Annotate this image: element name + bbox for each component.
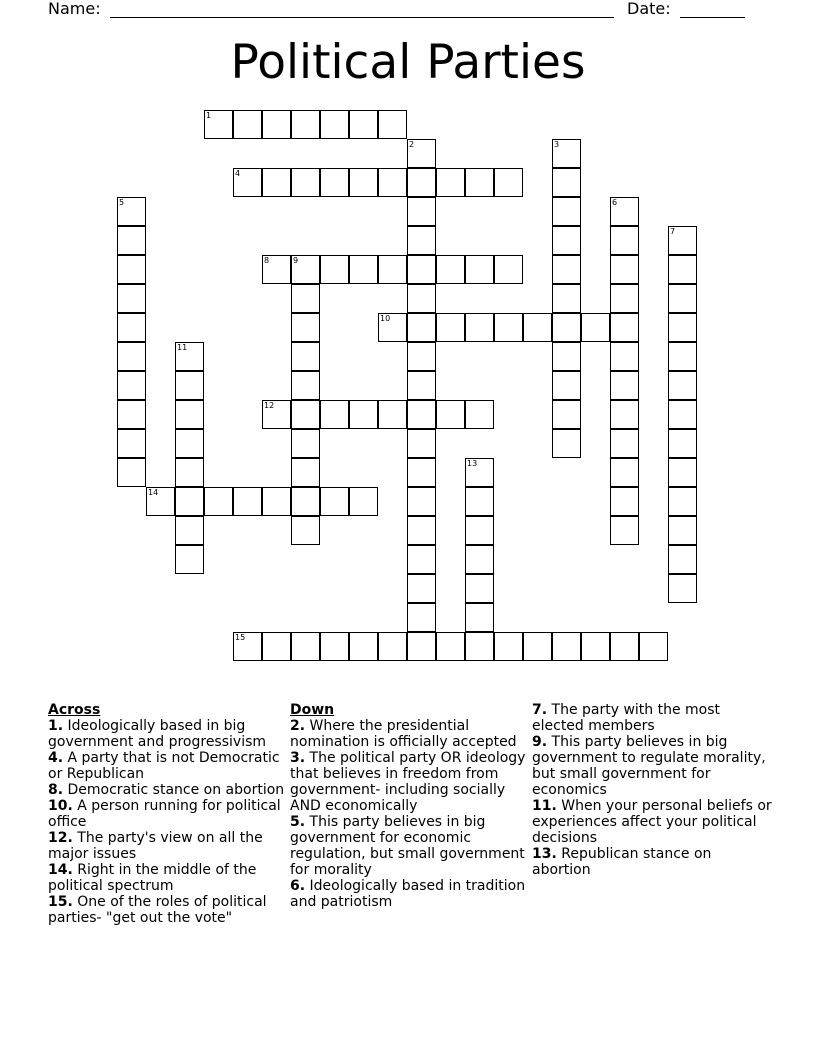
- clue-item-number: 4.: [48, 750, 64, 766]
- clue-item-number: 5.: [290, 814, 306, 830]
- grid-cell[interactable]: [175, 516, 204, 545]
- down-clue-list: [290, 718, 530, 910]
- grid-cell[interactable]: [407, 197, 436, 226]
- clue-item-text: This party believes in big government for economic regulation, but small government for morality: [290, 814, 525, 878]
- clue-item-text: The party with the most elected members: [532, 702, 721, 734]
- grid-cell[interactable]: [117, 255, 146, 284]
- clue-item-number: 6.: [290, 878, 306, 894]
- grid-cell[interactable]: [465, 400, 494, 429]
- clue-item: [48, 830, 288, 862]
- grid-cell[interactable]: [262, 400, 291, 429]
- grid-cell[interactable]: [407, 400, 436, 429]
- clue-item-text: One of the roles of political parties- "get out the vote": [48, 894, 267, 926]
- clue-number: 1: [206, 111, 212, 120]
- grid-cell[interactable]: [320, 487, 349, 516]
- grid-cell[interactable]: [407, 255, 436, 284]
- grid-cell[interactable]: [407, 516, 436, 545]
- grid-cell[interactable]: [523, 632, 552, 661]
- grid-cell[interactable]: [320, 168, 349, 197]
- clue-number: 3: [554, 140, 560, 149]
- clue-number: 5: [119, 198, 125, 207]
- grid-cell[interactable]: [610, 400, 639, 429]
- clue-item-number: 14.: [48, 862, 73, 878]
- clue-number: 10: [380, 314, 391, 323]
- across-heading: Across: [48, 702, 101, 718]
- down-clue-list-continued: [532, 702, 772, 878]
- grid-cell[interactable]: [668, 516, 697, 545]
- grid-cell[interactable]: [291, 313, 320, 342]
- clue-item: [290, 718, 530, 750]
- grid-cell[interactable]: [668, 487, 697, 516]
- clue-item: [48, 718, 288, 750]
- grid-cell[interactable]: [552, 284, 581, 313]
- clue-item-text: This party believes in big government to regulate morality, but small government for economics: [532, 734, 766, 798]
- clue-item: [48, 798, 288, 830]
- grid-cell[interactable]: [407, 168, 436, 197]
- clue-number: 2: [409, 140, 415, 149]
- clue-number: 7: [670, 227, 676, 236]
- clue-item-number: 7.: [532, 702, 548, 718]
- clue-item: [48, 782, 288, 798]
- clue-number: 9: [293, 256, 299, 265]
- grid-cell[interactable]: [349, 255, 378, 284]
- grid-cell[interactable]: [668, 313, 697, 342]
- grid-cell[interactable]: [523, 313, 552, 342]
- clue-number: 4: [235, 169, 241, 178]
- grid-cell[interactable]: [291, 168, 320, 197]
- clue-item-text: The political party OR ideology that believes in freedom from government- including socially AND economically: [290, 750, 526, 814]
- grid-cell[interactable]: [407, 603, 436, 632]
- clue-item-number: 1.: [48, 718, 64, 734]
- grid-cell[interactable]: [465, 255, 494, 284]
- clue-item: [290, 750, 530, 814]
- grid-cell[interactable]: [436, 632, 465, 661]
- grid-cell[interactable]: [291, 429, 320, 458]
- grid-cell[interactable]: [175, 342, 204, 371]
- grid-cell[interactable]: [494, 632, 523, 661]
- clue-item-number: 12.: [48, 830, 73, 846]
- grid-cell[interactable]: [407, 226, 436, 255]
- clue-item-number: 9.: [532, 734, 548, 750]
- grid-cell[interactable]: [117, 400, 146, 429]
- grid-cell[interactable]: [610, 458, 639, 487]
- clue-number: 15: [235, 633, 246, 642]
- grid-cell[interactable]: [291, 342, 320, 371]
- grid-cell[interactable]: [291, 400, 320, 429]
- grid-cell[interactable]: [552, 168, 581, 197]
- grid-cell[interactable]: [349, 400, 378, 429]
- grid-cell[interactable]: [117, 371, 146, 400]
- grid-cell[interactable]: [233, 632, 262, 661]
- grid-cell[interactable]: [581, 632, 610, 661]
- grid-cell[interactable]: [175, 545, 204, 574]
- grid-cell[interactable]: [610, 313, 639, 342]
- grid-cell[interactable]: [610, 284, 639, 313]
- grid-cell[interactable]: [494, 168, 523, 197]
- grid-cell[interactable]: [407, 342, 436, 371]
- grid-cell[interactable]: [407, 574, 436, 603]
- grid-cell[interactable]: [552, 139, 581, 168]
- grid-cell[interactable]: [436, 400, 465, 429]
- grid-cell[interactable]: [465, 574, 494, 603]
- clue-item: [532, 734, 772, 798]
- grid-cell[interactable]: [349, 110, 378, 139]
- clue-item-text: Right in the middle of the political spectrum: [48, 862, 257, 894]
- grid-cell[interactable]: [552, 371, 581, 400]
- grid-cell[interactable]: [581, 313, 610, 342]
- grid-cell[interactable]: [552, 226, 581, 255]
- clue-item-text: Where the presidential nomination is officially accepted: [290, 718, 517, 750]
- clue-item: [532, 702, 772, 734]
- grid-cell[interactable]: [610, 226, 639, 255]
- grid-cell[interactable]: [175, 371, 204, 400]
- clue-number: 14: [148, 488, 159, 497]
- grid-cell[interactable]: [610, 197, 639, 226]
- grid-cell[interactable]: [262, 255, 291, 284]
- grid-cell[interactable]: [639, 632, 668, 661]
- clue-item-text: Ideologically based in big government and progressivism: [48, 718, 267, 750]
- grid-cell[interactable]: [262, 110, 291, 139]
- grid-cell[interactable]: [291, 371, 320, 400]
- page-title: Political Parties: [230, 35, 586, 90]
- grid-cell[interactable]: [610, 632, 639, 661]
- clue-item-text: A party that is not Democratic or Republican: [48, 750, 280, 782]
- clue-item-text: A person running for political office: [48, 798, 281, 830]
- grid-cell[interactable]: [378, 255, 407, 284]
- grid-cell[interactable]: [668, 284, 697, 313]
- grid-cell[interactable]: [378, 168, 407, 197]
- grid-cell[interactable]: [407, 371, 436, 400]
- clue-item-number: 2.: [290, 718, 306, 734]
- grid-cell[interactable]: [117, 313, 146, 342]
- grid-cell[interactable]: [407, 429, 436, 458]
- grid-cell[interactable]: [291, 284, 320, 313]
- across-clue-list: [48, 718, 288, 926]
- grid-cell[interactable]: [552, 342, 581, 371]
- clue-item: [48, 750, 288, 782]
- grid-cell[interactable]: [552, 400, 581, 429]
- grid-cell[interactable]: [407, 284, 436, 313]
- clue-item: [532, 798, 772, 846]
- name-label: Name:: [48, 0, 101, 18]
- grid-cell[interactable]: [378, 400, 407, 429]
- grid-cell[interactable]: [175, 458, 204, 487]
- grid-cell[interactable]: [610, 342, 639, 371]
- clue-number: 11: [177, 343, 188, 352]
- clue-item: [48, 894, 288, 926]
- clue-number: 12: [264, 401, 275, 410]
- clue-item: [290, 878, 530, 910]
- grid-cell[interactable]: [465, 516, 494, 545]
- grid-cell[interactable]: [291, 255, 320, 284]
- grid-cell[interactable]: [668, 429, 697, 458]
- clue-item-number: 8.: [48, 782, 64, 798]
- grid-cell[interactable]: [175, 400, 204, 429]
- grid-cell[interactable]: [494, 313, 523, 342]
- grid-cell[interactable]: [320, 400, 349, 429]
- grid-cell[interactable]: [610, 429, 639, 458]
- grid-cell[interactable]: [349, 632, 378, 661]
- grid-cell[interactable]: [436, 168, 465, 197]
- grid-cell[interactable]: [407, 458, 436, 487]
- grid-cell[interactable]: [552, 429, 581, 458]
- clue-item-number: 3.: [290, 750, 306, 766]
- clue-item-number: 11.: [532, 798, 557, 814]
- grid-cell[interactable]: [233, 110, 262, 139]
- grid-cell[interactable]: [465, 603, 494, 632]
- grid-cell[interactable]: [610, 487, 639, 516]
- grid-cell[interactable]: [204, 110, 233, 139]
- clue-item-number: 13.: [532, 846, 557, 862]
- grid-cell[interactable]: [291, 487, 320, 516]
- grid-cell[interactable]: [436, 255, 465, 284]
- down-heading: Down: [290, 702, 335, 718]
- grid-cell[interactable]: [291, 458, 320, 487]
- grid-cell[interactable]: [291, 110, 320, 139]
- grid-cell[interactable]: [320, 110, 349, 139]
- grid-cell[interactable]: [610, 255, 639, 284]
- grid-cell[interactable]: [320, 255, 349, 284]
- clue-item-text: Ideologically based in tradition and patriotism: [290, 878, 526, 910]
- grid-cell[interactable]: [117, 342, 146, 371]
- grid-cell[interactable]: [407, 139, 436, 168]
- grid-cell[interactable]: [349, 168, 378, 197]
- grid-cell[interactable]: [378, 632, 407, 661]
- grid-cell[interactable]: [117, 458, 146, 487]
- date-label: Date:: [627, 0, 671, 18]
- clue-item-text: The party's view on all the major issues: [48, 830, 263, 862]
- grid-cell[interactable]: [262, 632, 291, 661]
- grid-cell[interactable]: [465, 313, 494, 342]
- clue-item-number: 15.: [48, 894, 73, 910]
- grid-cell[interactable]: [552, 632, 581, 661]
- down-clues-column-1: [290, 702, 530, 910]
- clue-item: [48, 862, 288, 894]
- clue-number: 13: [467, 459, 478, 468]
- grid-cell[interactable]: [349, 487, 378, 516]
- clue-item-text: Republican stance on abortion: [532, 846, 712, 878]
- grid-cell[interactable]: [117, 429, 146, 458]
- grid-cell[interactable]: [117, 197, 146, 226]
- grid-cell[interactable]: [668, 226, 697, 255]
- grid-cell[interactable]: [378, 110, 407, 139]
- clue-item-text: When your personal beliefs or experiences affect your political decisions: [532, 798, 772, 846]
- grid-cell[interactable]: [668, 574, 697, 603]
- down-clues-column-2: [532, 702, 772, 878]
- grid-cell[interactable]: [407, 632, 436, 661]
- grid-cell[interactable]: [175, 487, 204, 516]
- grid-cell[interactable]: [378, 313, 407, 342]
- grid-cell[interactable]: [668, 371, 697, 400]
- grid-cell[interactable]: [668, 458, 697, 487]
- clue-number: 8: [264, 256, 270, 265]
- grid-cell[interactable]: [233, 487, 262, 516]
- grid-cell[interactable]: [668, 255, 697, 284]
- grid-cell[interactable]: [320, 632, 349, 661]
- grid-cell[interactable]: [436, 313, 465, 342]
- grid-cell[interactable]: [291, 516, 320, 545]
- grid-cell[interactable]: [262, 168, 291, 197]
- grid-cell[interactable]: [465, 487, 494, 516]
- grid-cell[interactable]: [146, 487, 175, 516]
- clue-item-number: 10.: [48, 798, 73, 814]
- across-clues: [48, 702, 288, 926]
- clue-number: 6: [612, 198, 618, 207]
- clue-item-text: Democratic stance on abortion: [63, 782, 285, 798]
- clue-item: [290, 814, 530, 878]
- grid-cell[interactable]: [291, 632, 320, 661]
- grid-cell[interactable]: [407, 313, 436, 342]
- grid-cell[interactable]: [668, 342, 697, 371]
- grid-cell[interactable]: [552, 197, 581, 226]
- grid-cell[interactable]: [117, 226, 146, 255]
- grid-cell[interactable]: [668, 545, 697, 574]
- grid-cell[interactable]: [204, 487, 233, 516]
- grid-cell[interactable]: [465, 632, 494, 661]
- grid-cell[interactable]: [610, 516, 639, 545]
- grid-cell[interactable]: [262, 487, 291, 516]
- grid-cell[interactable]: [465, 545, 494, 574]
- clue-item: [532, 846, 772, 878]
- grid-cell[interactable]: [233, 168, 262, 197]
- grid-cell[interactable]: [407, 545, 436, 574]
- grid-cell[interactable]: [552, 313, 581, 342]
- grid-cell[interactable]: [668, 400, 697, 429]
- grid-cell[interactable]: [175, 429, 204, 458]
- grid-cell[interactable]: [494, 255, 523, 284]
- grid-cell[interactable]: [552, 255, 581, 284]
- grid-cell[interactable]: [117, 284, 146, 313]
- grid-cell[interactable]: [407, 487, 436, 516]
- grid-cell[interactable]: [465, 458, 494, 487]
- grid-cell[interactable]: [610, 371, 639, 400]
- grid-cell[interactable]: [465, 168, 494, 197]
